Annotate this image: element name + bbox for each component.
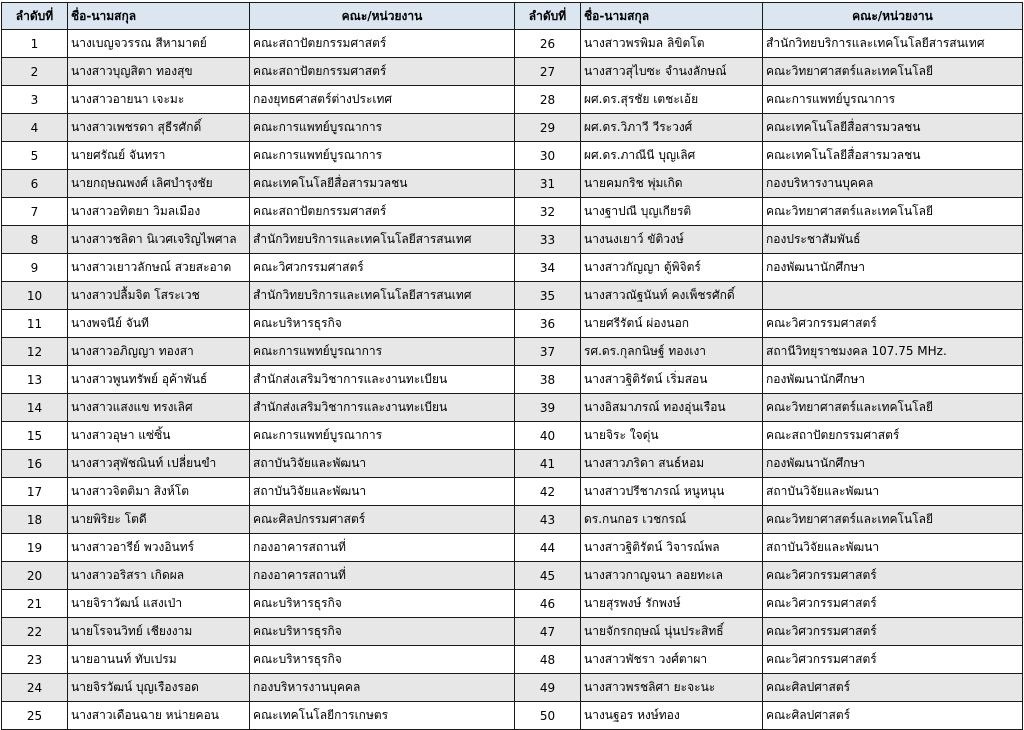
person-name-right: นางนฐอร หงษ์ทอง xyxy=(581,702,763,730)
person-name-left: นางพจนีย์ จันที xyxy=(68,310,250,338)
row-number-right: 32 xyxy=(515,198,581,226)
person-name-left: นายอานนท์ ทับเปรม xyxy=(68,646,250,674)
row-number-right: 31 xyxy=(515,170,581,198)
row-number-right: 47 xyxy=(515,618,581,646)
person-name-left: นางสาวเพชรดา สุธีรศักดิ์ xyxy=(68,114,250,142)
person-name-right: นางสาวพัชรา วงศ์ตาผา xyxy=(581,646,763,674)
table-row xyxy=(2,142,1023,170)
department-left: กองอาคารสถานที่ xyxy=(250,534,515,562)
person-name-left: นายโรจนวิทย์ เชียงงาม xyxy=(68,618,250,646)
row-number-right: 40 xyxy=(515,422,581,450)
row-number-left: 19 xyxy=(2,534,68,562)
row-number-right: 27 xyxy=(515,58,581,86)
row-number-right: 33 xyxy=(515,226,581,254)
department-left: สำนักวิทยบริการและเทคโนโลยีสารสนเทศ xyxy=(250,282,515,310)
header-department-right: คณะ/หน่วยงาน xyxy=(763,3,1023,30)
person-name-left: นางสาวบุญสิตา ทองสุข xyxy=(68,58,250,86)
header-name-right: ชื่อ-นามสกุล xyxy=(581,3,763,30)
row-number-left: 5 xyxy=(2,142,68,170)
table-row xyxy=(2,478,1023,506)
person-name-right: นายสุรพงษ์ รักพงษ์ xyxy=(581,590,763,618)
department-left: สถาบันวิจัยและพัฒนา xyxy=(250,478,515,506)
table-row xyxy=(2,674,1023,702)
row-number-right: 26 xyxy=(515,30,581,58)
department-right: สถานีวิทยุราชมงคล 107.75 MHz. xyxy=(763,338,1023,366)
row-number-left: 13 xyxy=(2,366,68,394)
department-left: คณะบริหารธุรกิจ xyxy=(250,590,515,618)
header-department-left: คณะ/หน่วยงาน xyxy=(250,3,515,30)
department-right: คณะวิศวกรรมศาสตร์ xyxy=(763,646,1023,674)
department-right: คณะวิทยาศาสตร์และเทคโนโลยี xyxy=(763,506,1023,534)
table-row xyxy=(2,590,1023,618)
department-left: คณะสถาปัตยกรรมศาสตร์ xyxy=(250,30,515,58)
person-name-right: นางฐาปณี บุญเกียรติ xyxy=(581,198,763,226)
person-name-right: นางสาวณัฐนันท์ คงเพ็ชรศักดิ์ xyxy=(581,282,763,310)
person-name-left: นางสาวชลิดา นิเวศเจริญไพศาล xyxy=(68,226,250,254)
person-name-right: นางสาวพรชลิศา ยะจะนะ xyxy=(581,674,763,702)
department-left: คณะเทคโนโลยีสื่อสารมวลชน xyxy=(250,170,515,198)
person-name-right: ผศ.ดร.ภาณีนี บุญเลิศ xyxy=(581,142,763,170)
table-row xyxy=(2,310,1023,338)
row-number-right: 42 xyxy=(515,478,581,506)
row-number-left: 1 xyxy=(2,30,68,58)
person-name-right: นางสาวกัญญา ตู้พิจิตร์ xyxy=(581,254,763,282)
department-right xyxy=(763,282,1023,310)
row-number-right: 50 xyxy=(515,702,581,730)
person-name-left: นายพิริยะ โตดี xyxy=(68,506,250,534)
row-number-left: 6 xyxy=(2,170,68,198)
attendee-table xyxy=(1,2,1023,730)
row-number-right: 38 xyxy=(515,366,581,394)
department-left: กองบริหารงานบุคคล xyxy=(250,674,515,702)
department-right: กองพัฒนานักศึกษา xyxy=(763,366,1023,394)
person-name-left: นางสาวอารีย์ พวงอินทร์ xyxy=(68,534,250,562)
department-right: คณะการแพทย์บูรณาการ xyxy=(763,86,1023,114)
row-number-right: 45 xyxy=(515,562,581,590)
row-number-right: 35 xyxy=(515,282,581,310)
row-number-right: 46 xyxy=(515,590,581,618)
department-left: สำนักวิทยบริการและเทคโนโลยีสารสนเทศ xyxy=(250,226,515,254)
department-right: คณะวิศวกรรมศาสตร์ xyxy=(763,562,1023,590)
table-row xyxy=(2,170,1023,198)
person-name-right: ดร.กนกอร เวชกรณ์ xyxy=(581,506,763,534)
header-name-left: ชื่อ-นามสกุล xyxy=(68,3,250,30)
header-number-left: ลำดับที่ xyxy=(2,3,68,30)
row-number-left: 17 xyxy=(2,478,68,506)
department-right: คณะวิทยาศาสตร์และเทคโนโลยี xyxy=(763,394,1023,422)
row-number-left: 14 xyxy=(2,394,68,422)
table-row xyxy=(2,254,1023,282)
table-row xyxy=(2,366,1023,394)
person-name-left: นายกฤษณพงศ์ เลิศบำรุงชัย xyxy=(68,170,250,198)
person-name-left: นางสาวสุพัชณินท์ เปลี่ยนขำ xyxy=(68,450,250,478)
row-number-left: 25 xyxy=(2,702,68,730)
header-number-right: ลำดับที่ xyxy=(515,3,581,30)
person-name-left: นางสาวพูนทรัพย์ อุค้าพันธ์ xyxy=(68,366,250,394)
person-name-left: นางสาวอภิญญา ทองสา xyxy=(68,338,250,366)
department-left: คณะการแพทย์บูรณาการ xyxy=(250,142,515,170)
department-left: กองยุทธศาสตร์ต่างประเทศ xyxy=(250,86,515,114)
person-name-left: นางเบญจวรรณ สีหามาตย์ xyxy=(68,30,250,58)
department-right: กองประชาสัมพันธ์ xyxy=(763,226,1023,254)
person-name-left: นางสาวเดือนฉาย หน่ายคอน xyxy=(68,702,250,730)
person-name-right: นายคมกริช พุ่มเกิด xyxy=(581,170,763,198)
person-name-left: นายศรัณย์ จันทรา xyxy=(68,142,250,170)
person-name-left: นางสาวแสงแข ทรงเลิศ xyxy=(68,394,250,422)
person-name-right: นายศรีรัตน์ ผ่องนอก xyxy=(581,310,763,338)
department-left: คณะสถาปัตยกรรมศาสตร์ xyxy=(250,58,515,86)
person-name-right: นางสาวปรีชาภรณ์ หนูหนุน xyxy=(581,478,763,506)
person-name-right: นางสาวฐิติรัตน์ วิจารณ์พล xyxy=(581,534,763,562)
department-right: กองพัฒนานักศึกษา xyxy=(763,254,1023,282)
table-row xyxy=(2,534,1023,562)
table-row xyxy=(2,282,1023,310)
department-left: คณะการแพทย์บูรณาการ xyxy=(250,114,515,142)
row-number-left: 24 xyxy=(2,674,68,702)
department-left: สำนักส่งเสริมวิชาการและงานทะเบียน xyxy=(250,394,515,422)
department-left: สำนักส่งเสริมวิชาการและงานทะเบียน xyxy=(250,366,515,394)
table-row xyxy=(2,86,1023,114)
person-name-right: ผศ.ดร.สุรชัย เตชะเอ้ย xyxy=(581,86,763,114)
department-right: กองพัฒนานักศึกษา xyxy=(763,450,1023,478)
row-number-right: 44 xyxy=(515,534,581,562)
person-name-right: นายจิระ ใจดุ่น xyxy=(581,422,763,450)
row-number-right: 29 xyxy=(515,114,581,142)
person-name-left: นางสาวจิตติมา สิงห์โต xyxy=(68,478,250,506)
department-right: คณะเทคโนโลยีสื่อสารมวลชน xyxy=(763,142,1023,170)
department-right: คณะวิทยาศาสตร์และเทคโนโลยี xyxy=(763,58,1023,86)
department-right: สำนักวิทยบริการและเทคโนโลยีสารสนเทศ xyxy=(763,30,1023,58)
person-name-left: นางสาวอายนา เจะมะ xyxy=(68,86,250,114)
department-right: คณะศิลปศาสตร์ xyxy=(763,702,1023,730)
department-left: สถาบันวิจัยและพัฒนา xyxy=(250,450,515,478)
row-number-right: 41 xyxy=(515,450,581,478)
department-left: คณะศิลปกรรมศาสตร์ xyxy=(250,506,515,534)
row-number-left: 4 xyxy=(2,114,68,142)
table-header xyxy=(2,3,1023,30)
row-number-right: 48 xyxy=(515,646,581,674)
department-left: คณะเทคโนโลยีการเกษตร xyxy=(250,702,515,730)
header-row xyxy=(2,3,1023,30)
department-right: กองบริหารงานบุคคล xyxy=(763,170,1023,198)
table-row xyxy=(2,422,1023,450)
department-left: คณะการแพทย์บูรณาการ xyxy=(250,338,515,366)
person-name-left: นางสาวอุษา แซ่ซิ้น xyxy=(68,422,250,450)
department-right: คณะวิทยาศาสตร์และเทคโนโลยี xyxy=(763,198,1023,226)
row-number-right: 36 xyxy=(515,310,581,338)
department-left: กองอาคารสถานที่ xyxy=(250,562,515,590)
person-name-right: นางสาวสุไบซะ จำนงลักษณ์ xyxy=(581,58,763,86)
table-row xyxy=(2,394,1023,422)
row-number-left: 9 xyxy=(2,254,68,282)
person-name-right: นางสาวกาญจนา ลอยทะเล xyxy=(581,562,763,590)
department-right: สถาบันวิจัยและพัฒนา xyxy=(763,478,1023,506)
row-number-left: 3 xyxy=(2,86,68,114)
department-left: คณะบริหารธุรกิจ xyxy=(250,646,515,674)
row-number-left: 22 xyxy=(2,618,68,646)
row-number-right: 28 xyxy=(515,86,581,114)
department-right: คณะเทคโนโลยีสื่อสารมวลชน xyxy=(763,114,1023,142)
row-number-right: 39 xyxy=(515,394,581,422)
person-name-right: นางนงเยาว์ ขัติวงษ์ xyxy=(581,226,763,254)
row-number-left: 11 xyxy=(2,310,68,338)
person-name-right: นางสาวฐิติรัตน์ เริ่มสอน xyxy=(581,366,763,394)
person-name-right: ผศ.ดร.วิภาวี วีระวงศ์ xyxy=(581,114,763,142)
row-number-right: 43 xyxy=(515,506,581,534)
department-right: คณะสถาปัตยกรรมศาสตร์ xyxy=(763,422,1023,450)
table-row xyxy=(2,562,1023,590)
row-number-left: 18 xyxy=(2,506,68,534)
person-name-right: รศ.ดร.กุลกนิษฐ์ ทองเงา xyxy=(581,338,763,366)
department-right: คณะวิศวกรรมศาสตร์ xyxy=(763,590,1023,618)
row-number-left: 15 xyxy=(2,422,68,450)
person-name-left: นางสาวปลื้มจิต โสระเวช xyxy=(68,282,250,310)
person-name-left: นางสาวเยาวลักษณ์ สวยสะอาด xyxy=(68,254,250,282)
department-left: คณะการแพทย์บูรณาการ xyxy=(250,422,515,450)
department-left: คณะบริหารธุรกิจ xyxy=(250,618,515,646)
table-row xyxy=(2,450,1023,478)
row-number-right: 34 xyxy=(515,254,581,282)
person-name-left: นายจิราวัฒน์ แสงเป่า xyxy=(68,590,250,618)
department-right: คณะวิศวกรรมศาสตร์ xyxy=(763,618,1023,646)
row-number-right: 49 xyxy=(515,674,581,702)
person-name-right: นางสาวพรพิมล ลิขิตโต xyxy=(581,30,763,58)
table-body xyxy=(2,30,1023,730)
person-name-right: นางสาวภริดา สนธ์หอม xyxy=(581,450,763,478)
person-name-left: นายจิรวัฒน์ บุญเรืองรอด xyxy=(68,674,250,702)
person-name-right: นายจักรกฤษณ์ นุ่นประสิทธิ์ xyxy=(581,618,763,646)
table-row xyxy=(2,198,1023,226)
table-row xyxy=(2,646,1023,674)
row-number-right: 37 xyxy=(515,338,581,366)
row-number-left: 2 xyxy=(2,58,68,86)
row-number-left: 23 xyxy=(2,646,68,674)
department-right: คณะวิศวกรรมศาสตร์ xyxy=(763,310,1023,338)
row-number-left: 8 xyxy=(2,226,68,254)
department-right: คณะศิลปศาสตร์ xyxy=(763,674,1023,702)
table-row xyxy=(2,618,1023,646)
row-number-left: 12 xyxy=(2,338,68,366)
row-number-left: 16 xyxy=(2,450,68,478)
table-row xyxy=(2,702,1023,730)
row-number-left: 20 xyxy=(2,562,68,590)
department-left: คณะสถาปัตยกรรมศาสตร์ xyxy=(250,198,515,226)
department-right: สถาบันวิจัยและพัฒนา xyxy=(763,534,1023,562)
person-name-left: นางสาวอทิตยา วิมลเมือง xyxy=(68,198,250,226)
department-left: คณะวิศวกรรมศาสตร์ xyxy=(250,254,515,282)
person-name-right: นางอิสมาภรณ์ ทองอุ่นเรือน xyxy=(581,394,763,422)
table-row xyxy=(2,338,1023,366)
row-number-left: 10 xyxy=(2,282,68,310)
table-row xyxy=(2,114,1023,142)
table-row xyxy=(2,30,1023,58)
row-number-left: 21 xyxy=(2,590,68,618)
person-name-left: นางสาวอริสรา เกิดผล xyxy=(68,562,250,590)
row-number-left: 7 xyxy=(2,198,68,226)
row-number-right: 30 xyxy=(515,142,581,170)
table-row xyxy=(2,226,1023,254)
table-row xyxy=(2,58,1023,86)
department-left: คณะบริหารธุรกิจ xyxy=(250,310,515,338)
table-row xyxy=(2,506,1023,534)
